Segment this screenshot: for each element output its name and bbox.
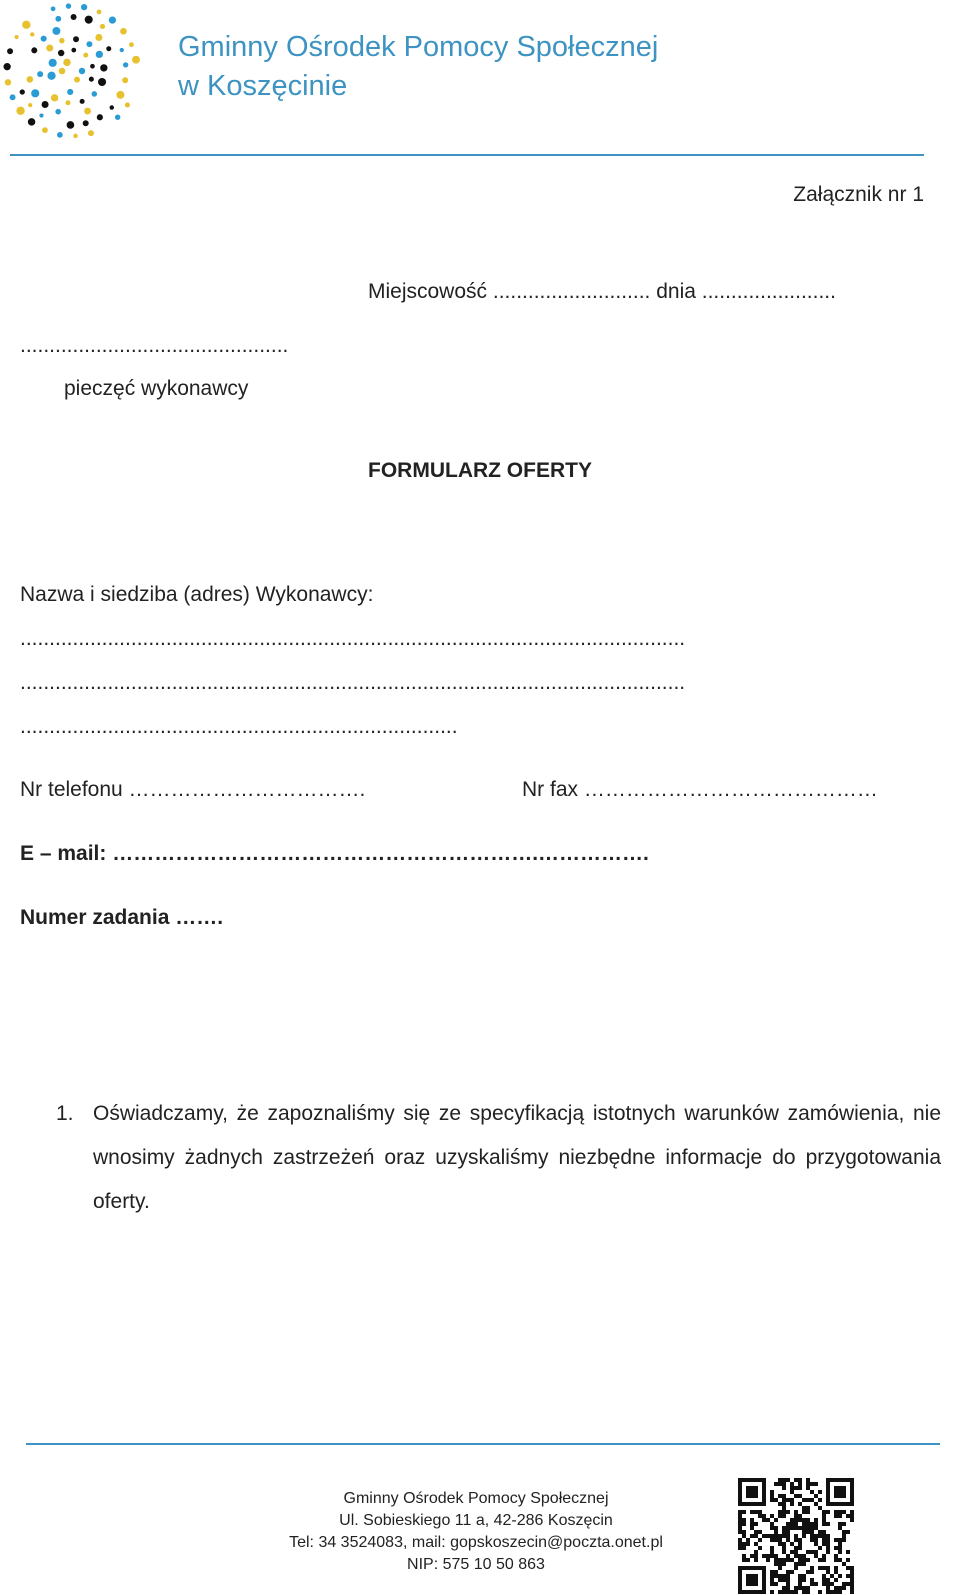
statement-text: Oświadczamy, że zapoznaliśmy się ze specyfikacją istotnych warunków zamówienia, nie wnosimy żadnych zastrzeżeń oraz uzyskaliśmy niezbędne informacje do przygotowania oferty. — [93, 1102, 941, 1213]
footer-org: Gminny Ośrodek Pomocy Społecznej — [343, 1490, 609, 1507]
org-name — [178, 28, 658, 106]
footer-rule — [26, 1443, 940, 1445]
fax-field-label: Nr fax …………………………………… — [522, 778, 878, 801]
contractor-dots-line-3: ........................................................................... — [20, 715, 458, 738]
logo-dots-icon — [2, 2, 142, 140]
contractor-name-label: Nazwa i siedziba (adres) Wykonawcy: — [20, 583, 374, 606]
stamp-label: pieczęć wykonawcy — [64, 377, 249, 400]
header-rule — [10, 154, 924, 156]
attachment-label: Załącznik nr 1 — [793, 183, 924, 206]
statement-number: 1. — [56, 1102, 74, 1125]
org-name-line1: Gminny Ośrodek Pomocy Społecznej — [178, 31, 659, 63]
org-name-line2: w Koszęcinie — [178, 70, 348, 102]
email-field-label: E – mail: …………………………………………………….……………. — [20, 842, 649, 865]
contractor-dots-line-1: .................................................................................................................. — [20, 627, 686, 650]
footer-phone-mail: Tel: 34 3524083, mail: gopskoszecin@poczta.onet.pl — [289, 1534, 663, 1551]
place-date-line: Miejscowość ........................... dnia ....................... — [368, 280, 836, 303]
form-title: FORMULARZ OFERTY — [368, 459, 592, 482]
task-number-label: Numer zadania ……. — [20, 906, 224, 929]
statement-paragraph — [56, 1092, 941, 1224]
qr-code-icon — [738, 1478, 854, 1594]
stamp-dots: .............................................. — [20, 334, 289, 357]
contractor-dots-line-2: .................................................................................................................. — [20, 671, 686, 694]
footer-contact — [266, 1488, 686, 1576]
phone-field-label: Nr telefonu ……………………………. — [20, 778, 366, 801]
footer-address: Ul. Sobieskiego 11 a, 42-286 Koszęcin — [339, 1512, 613, 1529]
footer-nip: NIP: 575 10 50 863 — [407, 1556, 545, 1573]
